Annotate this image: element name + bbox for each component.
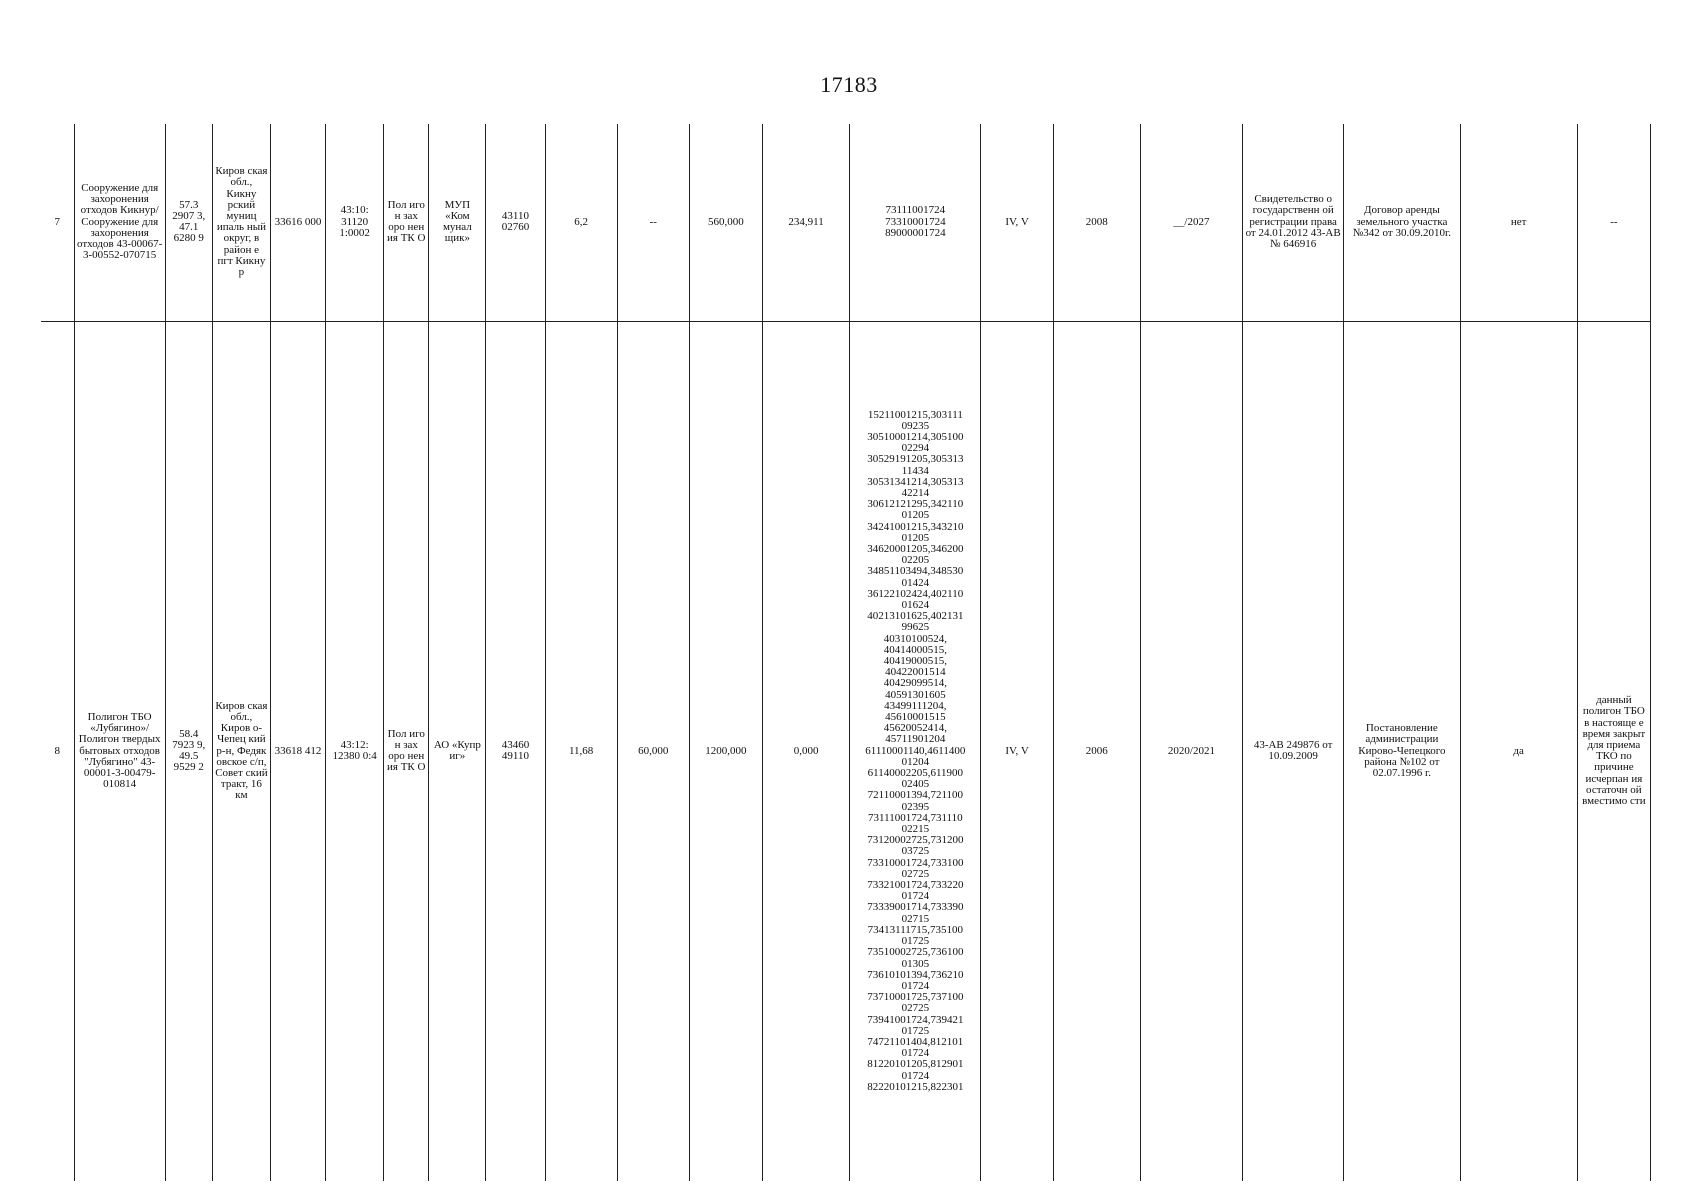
waste-code: 73710001725,737100 [867, 991, 964, 1004]
waste-code: 72110001394,721100 [867, 789, 964, 802]
waste-code: 73413111715,735100 [867, 923, 964, 936]
waste-code: 40414000515, [883, 643, 947, 656]
waste-facilities-table [41, 124, 1651, 1181]
column-11-value: -- [617, 124, 689, 321]
waste-code: 73610101394,736210 [867, 968, 964, 981]
waste-code: 45620052414, [883, 722, 947, 735]
facility-name: Полигон ТБО «Лубягино»/ Полигон твердых бытовых отходов "Лубягино" 43-00001-3-00479-010814 [74, 321, 165, 1181]
waste-code: 02725 [901, 867, 930, 880]
waste-code: 40419000515, [883, 655, 947, 668]
waste-code: 73310001724,733100 [867, 856, 964, 869]
page-number: 17183 [820, 72, 878, 97]
waste-code: 02395 [901, 800, 930, 813]
table-row [41, 321, 1651, 1181]
waste-code: 42214 [901, 486, 930, 499]
waste-code: 01204 [901, 755, 930, 768]
waste-code: 74721101404,812101 [867, 1035, 964, 1048]
waste-code: 73111001724 [885, 204, 946, 217]
column-13-value: 0,000 [763, 321, 850, 1181]
waste-codes [850, 321, 981, 1181]
waste-code: 73510002725,736100 [867, 946, 964, 959]
waste-code: 02725 [901, 1002, 930, 1015]
waste-code: 01624 [901, 599, 930, 611]
waste-code: 01205 [901, 509, 930, 522]
operator-name: МУП «Ком мунал щик» [429, 124, 486, 321]
waste-code: 30612121295,342110 [867, 498, 964, 511]
waste-code: 34241001215,343210 [867, 520, 964, 533]
waste-code: 61140002205,611900 [867, 767, 964, 780]
waste-code: 73310001724 [885, 215, 946, 228]
waste-code: 73941001724,739421 [867, 1013, 964, 1026]
coordinates: 58.4 7923 9, 49.5 9529 2 [165, 321, 212, 1181]
start-year: 2006 [1053, 321, 1140, 1181]
waste-code: 01424 [901, 576, 930, 589]
waste-code: 45610001515 [885, 711, 946, 724]
waste-code: 30531341214,305313 [867, 475, 964, 488]
waste-code: 01725 [901, 935, 930, 948]
hazard-class: IV, V [981, 321, 1053, 1181]
waste-code: 99625 [901, 621, 930, 634]
coordinates: 57.3 2907 3, 47.1 6280 9 [165, 124, 212, 321]
waste-code: 02405 [901, 778, 930, 791]
waste-code: 40591301605 [885, 688, 946, 701]
row-number: 8 [41, 321, 74, 1181]
waste-code: 11434 [901, 464, 929, 477]
waste-code: 34620001205,346200 [867, 542, 964, 555]
waste-code: 43499111204, [884, 699, 947, 712]
capacity-value: 560,000 [689, 124, 762, 321]
waste-code: 01724 [901, 1047, 930, 1060]
waste-code: 01305 [901, 957, 930, 970]
row-number: 7 [41, 124, 74, 321]
end-year: 2020/2021 [1140, 321, 1242, 1181]
flag-value: нет [1460, 124, 1577, 321]
address: Киров ская обл., Киров о-Чепец кий р-н, Федяк овское с/п, Совет ский тракт, 16 км [212, 321, 270, 1181]
oktmo-code: 33616 000 [270, 124, 325, 321]
land-document: Договор аренды земельного участка №342 от 30.09.2010г. [1344, 124, 1460, 321]
waste-code: 01205 [901, 531, 930, 544]
start-year: 2008 [1053, 124, 1140, 321]
oktmo-code: 33618 412 [270, 321, 325, 1181]
waste-code: 73111001724,731110 [868, 811, 963, 824]
note: данный полигон ТБО в настояще е время закрыт для приема ТКО по причине исчерпан ия остаточн ой вместимо сти [1577, 321, 1650, 1181]
waste-code: 61110001140,4611400 [865, 744, 966, 757]
area-value: 11,68 [545, 321, 617, 1181]
waste-code: 40422001514 [885, 666, 946, 679]
table-row [41, 124, 1651, 321]
facility-name: Сооружение для захоронения отходов Кикнур/ Сооружение для захоронения отходов 43-00067-3-00552-070715 [74, 124, 165, 321]
column-13-value: 234,911 [763, 124, 850, 321]
operator-name: АО «Купр иг» [429, 321, 486, 1181]
waste-code: 73321001724,733220 [867, 879, 964, 892]
waste-code: 03725 [901, 845, 930, 858]
waste-code: 40310100524, [883, 632, 947, 645]
address: Киров ская обл., Кикну рский муниц ипаль ный округ, в район е пгт Кикну р [212, 124, 270, 321]
facility-purpose: Пол иго н зах оро нен ия ТК О [384, 321, 429, 1181]
waste-code: 34851103494,348530 [867, 565, 964, 578]
waste-code: 36122102424,402110 [867, 587, 964, 600]
note: -- [1577, 124, 1650, 321]
area-value: 6,2 [545, 124, 617, 321]
waste-code: 01724 [901, 979, 930, 992]
cadastral-number: 43:12: 12380 0:4 [326, 321, 384, 1181]
ownership-document: Свидетельство о государственн ой регистрации права от 24.01.2012 43-АВ № 646916 [1243, 124, 1344, 321]
waste-code: 40429099514, [883, 677, 947, 690]
waste-code: 01724 [901, 1069, 930, 1082]
waste-code: 82220101215,822301 [867, 1080, 964, 1093]
waste-codes [850, 124, 981, 321]
waste-code: 30510001214,305100 [867, 430, 964, 443]
waste-code: 30529191205,305313 [867, 453, 964, 466]
column-11-value: 60,000 [617, 321, 689, 1181]
waste-code: 73120002725,731200 [867, 834, 964, 847]
ownership-document: 43-АВ 249876 от 10.09.2009 [1243, 321, 1344, 1181]
cadastral-number: 43:10: 31120 1:0002 [326, 124, 384, 321]
waste-code: 15211001215,303111 [867, 408, 963, 421]
land-document: Постановление администрации Кирово-Чепецкого района №102 от 02.07.1996 г. [1344, 321, 1460, 1181]
operator-inn: 43460 49110 [486, 321, 545, 1181]
flag-value: да [1460, 321, 1577, 1181]
waste-code: 02715 [901, 912, 930, 925]
operator-inn: 43110 02760 [486, 124, 545, 321]
waste-code: 81220101205,812901 [867, 1058, 964, 1071]
waste-code: 09235 [901, 419, 930, 432]
waste-code: 73339001714,733390 [867, 901, 964, 914]
waste-code: 02205 [901, 554, 930, 567]
facility-purpose: Пол иго н зах оро нен ия ТК О [384, 124, 429, 321]
waste-code: 02294 [901, 442, 930, 455]
hazard-class: IV, V [981, 124, 1053, 321]
waste-code: 01725 [901, 1024, 930, 1037]
waste-code: 45711901204 [885, 733, 946, 746]
capacity-value: 1200,000 [689, 321, 762, 1181]
waste-code: 40213101625,402131 [867, 610, 964, 623]
waste-code: 01724 [901, 890, 930, 903]
waste-code: 89000001724 [885, 226, 946, 239]
end-year: __/2027 [1140, 124, 1242, 321]
waste-code: 02215 [901, 823, 930, 836]
